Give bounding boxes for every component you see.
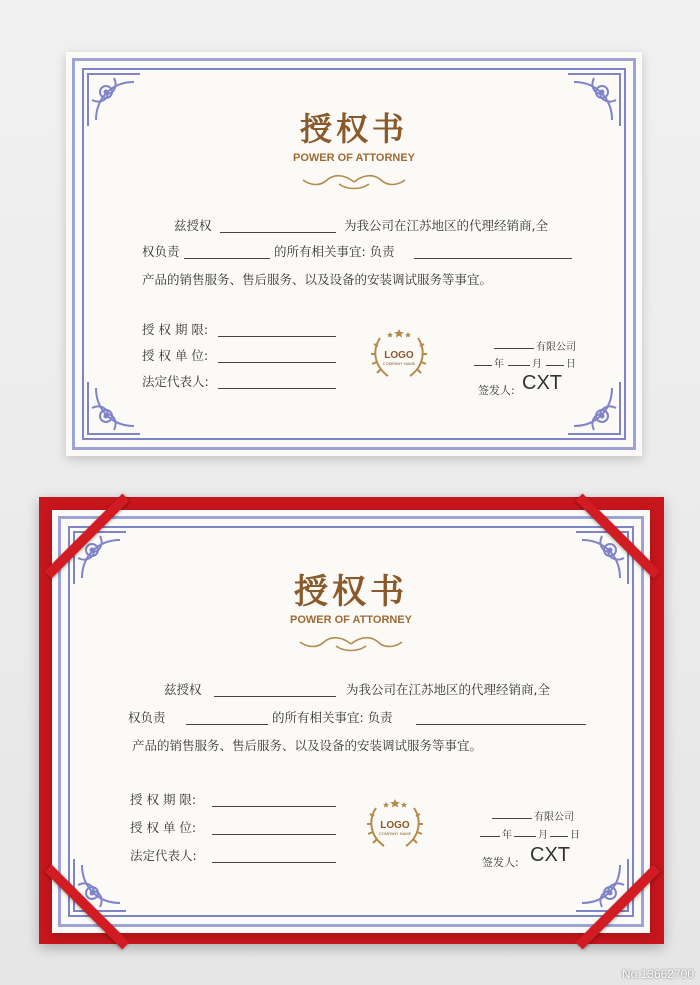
company-blank	[494, 348, 534, 349]
month-label: 月	[538, 830, 548, 841]
period-blank	[218, 336, 336, 337]
line3-text: 产品的销售服务、售后服务、以及设备的安装调试服务等事宜。	[132, 738, 483, 753]
logo-text: LOGO	[384, 350, 414, 361]
responsibility-blank	[184, 258, 270, 259]
signer-name: CXT	[522, 372, 562, 394]
logo-emblem-icon	[366, 320, 432, 386]
month-label: 月	[532, 359, 542, 370]
company-blank	[492, 818, 532, 819]
line2-start: 权负责	[142, 244, 180, 259]
signer-label: 签发人:	[478, 384, 515, 397]
field-unit-label: 授 权 单 位:	[142, 348, 209, 363]
unit-blank	[218, 362, 336, 363]
day-label: 日	[566, 359, 576, 370]
company-suffix: 有限公司	[534, 812, 574, 823]
divider-ornament-icon	[296, 634, 406, 654]
logo-text: LOGO	[380, 820, 410, 831]
certificate-subtitle: POWER OF ATTORNEY	[289, 614, 413, 626]
field-legal-label: 法定代表人:	[130, 848, 197, 863]
image-id-label: No:13662700	[621, 967, 694, 981]
year-blank	[480, 836, 500, 837]
product-blank	[416, 724, 586, 725]
signer-name: CXT	[530, 844, 570, 866]
legal-blank	[218, 388, 336, 389]
certificate-title: 授权书	[294, 572, 408, 612]
year-label: 年	[494, 359, 504, 370]
legal-blank	[212, 862, 336, 863]
month-blank	[508, 365, 530, 366]
signer-label: 签发人:	[482, 856, 519, 869]
logo-subtext: COMPANY NAME	[378, 831, 412, 836]
day-blank	[546, 365, 564, 366]
line3-text: 产品的销售服务、售后服务、以及设备的安装调试服务等事宜。	[142, 272, 493, 287]
field-unit-label: 授 权 单 位:	[130, 820, 197, 835]
company-suffix: 有限公司	[536, 342, 576, 353]
day-blank	[550, 836, 568, 837]
day-label: 日	[570, 830, 580, 841]
certificate-bottom	[52, 510, 650, 933]
line2-middle: 的所有相关事宜: 负责	[272, 710, 393, 725]
year-blank	[474, 365, 492, 366]
certificate-subtitle: POWER OF ATTORNEY	[292, 152, 416, 164]
logo-emblem-icon	[362, 790, 428, 856]
year-label: 年	[502, 830, 512, 841]
responsibility-blank	[186, 724, 268, 725]
authorized-party-blank	[214, 696, 336, 697]
divider-ornament-icon	[299, 172, 409, 192]
unit-blank	[212, 834, 336, 835]
period-blank	[212, 806, 336, 807]
field-period-label: 授 权 期 限:	[130, 792, 197, 807]
authorized-party-blank	[220, 232, 336, 233]
para-start: 兹授权	[164, 682, 202, 697]
logo-subtext: COMPANY NAME	[382, 361, 416, 366]
line2-middle: 的所有相关事宜: 负责	[274, 244, 395, 259]
field-period-label: 授 权 期 限:	[142, 322, 209, 337]
certificate-title: 授权书	[299, 110, 408, 148]
line2-start: 权负责	[128, 710, 166, 725]
field-legal-label: 法定代表人:	[142, 374, 209, 389]
para-middle: 为我公司在江苏地区的代理经销商,全	[346, 682, 550, 697]
para-start: 兹授权	[174, 218, 212, 233]
para-middle: 为我公司在江苏地区的代理经销商,全	[344, 218, 548, 233]
product-blank	[414, 258, 572, 259]
certificate-top	[66, 52, 642, 456]
month-blank	[514, 836, 536, 837]
